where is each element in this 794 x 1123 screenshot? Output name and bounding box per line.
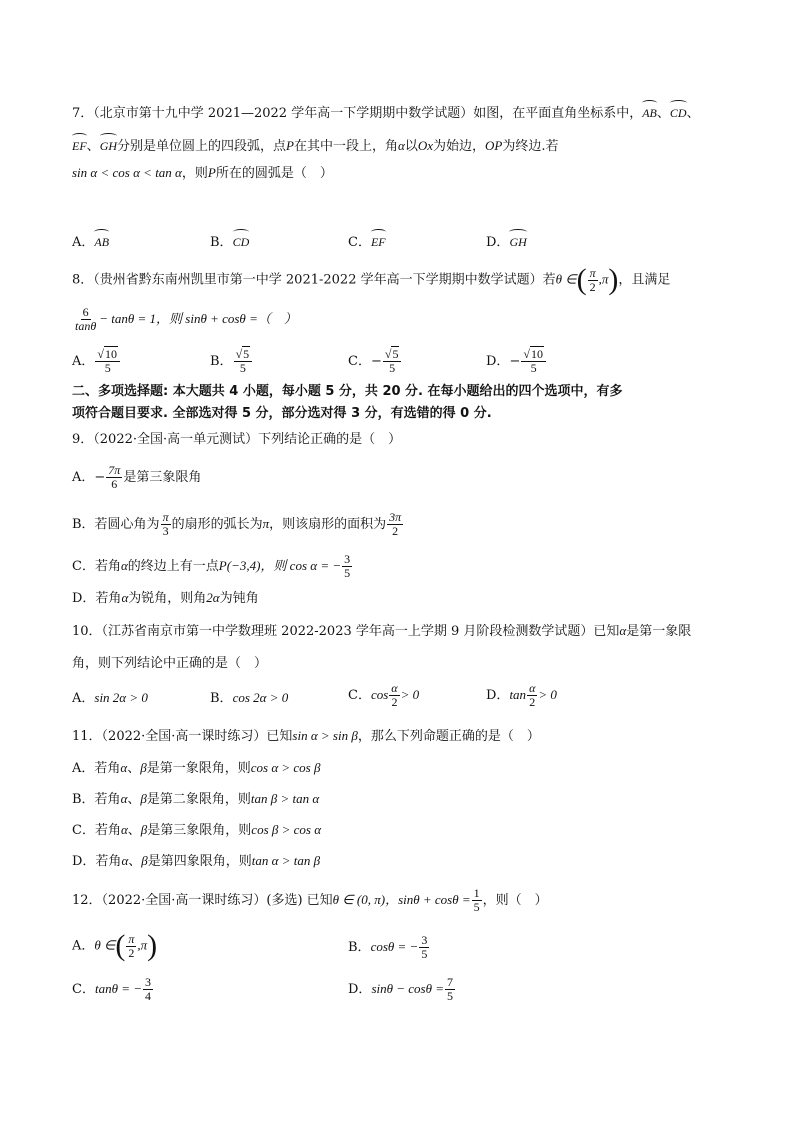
q9-d-mid: 为锐角，则角	[128, 591, 207, 606]
option-mid: 是第一象限角，则	[146, 761, 251, 776]
q10-option-c[interactable]	[348, 682, 419, 709]
option-alpha: α	[120, 822, 128, 837]
q8-option-b[interactable]: B． $\frac{√5}{5}$	[210, 348, 253, 375]
q7-option-c[interactable]	[348, 229, 386, 253]
q11-option-c[interactable]	[72, 820, 321, 841]
q8-option-c[interactable]: C．− $\frac{√5}{5}$	[348, 348, 402, 375]
q9-c-den: 5	[344, 566, 351, 580]
q7-text4: 为始边，	[433, 139, 486, 154]
option-label: D．	[486, 688, 510, 703]
option-label: A．	[72, 235, 95, 250]
arc-cd: CD	[670, 100, 687, 123]
q7-alpha: α	[398, 138, 405, 153]
option-arc: EF	[371, 229, 386, 252]
option-result: tan α > tan β	[251, 853, 321, 868]
q11-stem-cond: sin α > sin β	[292, 728, 358, 743]
q8-suffix: ，且满足	[618, 272, 671, 288]
q9-option-a[interactable]	[72, 464, 201, 491]
q7-text2: 在其中一段上，角	[294, 139, 399, 154]
q8-line2	[72, 306, 297, 333]
option-label: C．	[72, 982, 95, 997]
q12-d-den: 5	[447, 989, 454, 1003]
option-root: 10	[530, 347, 543, 361]
q7-text7: 所在的圆弧是（ ）	[215, 166, 333, 181]
q12-a-den: 2	[128, 945, 135, 960]
option-result: tan β > tan α	[250, 791, 320, 806]
q12-stem-den: 5	[473, 900, 480, 914]
option-den: 5	[239, 361, 246, 375]
option-mid: 是第二象限角，则	[146, 792, 251, 807]
q9-option-d[interactable]	[72, 588, 259, 609]
q7-text5: 为终边.若	[502, 139, 559, 154]
option-beta: β	[140, 791, 147, 806]
q7-point-p: P	[286, 138, 294, 153]
q10-line2: 角，则下列结论中正确的是（ ）	[72, 656, 268, 671]
option-den: 5	[104, 361, 111, 375]
option-label: B．若角	[72, 792, 121, 807]
option-alpha: α	[120, 760, 128, 775]
q9-c-num: 3	[344, 552, 351, 566]
option-label: B．	[210, 235, 233, 250]
q7-condition: sin α < cos α < tan α	[72, 165, 182, 180]
q8-theta: θ ∈	[555, 271, 577, 287]
option-root: 5	[392, 347, 399, 361]
option-label: A．	[72, 354, 95, 369]
q12-b-den: 5	[421, 947, 428, 961]
section2-heading-line2: 项符合题目要求. 全部选对得 5 分，部分选对得 3 分，有选错的得 0 分.	[72, 406, 492, 421]
q12-option-b[interactable]	[348, 934, 430, 961]
q9-c-mid: 的终边上有一点	[127, 559, 219, 574]
option-arc: AB	[94, 229, 109, 252]
option-beta: β	[140, 822, 148, 837]
q9-b-den2: 2	[392, 524, 399, 538]
option-root: 10	[104, 347, 117, 361]
option-sep: 、	[128, 854, 142, 869]
q9-c-point: P(−3,4)	[218, 558, 261, 573]
option-label: D．	[486, 354, 510, 369]
option-mid: 是第三象限角，则	[147, 823, 252, 838]
section2-heading-line1: 二、多项选择题: 本大题共 4 小题，每小题 5 分，共 20 分. 在每小题给出的四个选项中，有多	[72, 384, 623, 399]
q8-comma-pi: ,π	[598, 271, 609, 287]
option-label: A．	[72, 691, 95, 706]
q12-stem-num: 1	[473, 886, 480, 900]
q11-option-a[interactable]	[72, 758, 320, 779]
option-post: > 0	[400, 687, 420, 702]
q8-eq-num: 6	[82, 305, 89, 319]
option-alpha: α	[120, 791, 128, 806]
option-label: D．	[348, 982, 372, 997]
option-alpha: α	[121, 853, 129, 868]
q7-prefix: 7．（北京市第十九中学 2021—2022 学年高一下学期期中数学试题）如图，在平面直角坐标系中，	[72, 106, 643, 121]
option-root: 5	[243, 347, 250, 361]
q9-a-text: 是第三象限角	[123, 470, 202, 485]
option-arc: GH	[509, 229, 526, 252]
q12-option-a[interactable]: A．θ ∈( $\frac{\pi}{2}$ ,π)	[72, 929, 158, 962]
option-label: A．	[72, 938, 95, 954]
option-sign: −	[370, 354, 382, 369]
arc-ef: EF	[72, 133, 87, 156]
option-sign: −	[509, 354, 521, 369]
q9-c-alpha: α	[120, 558, 128, 573]
q10-text: 10．（江苏省南京市第一中学数理班 2022-2023 学年高一上学期 9 月阶段检测数学试题）已知	[72, 624, 620, 639]
q9-option-c[interactable]	[72, 553, 353, 580]
option-beta: β	[141, 853, 148, 868]
option-den: 5	[530, 361, 537, 375]
q9-b-mid: 的扇形的弧长为	[171, 517, 263, 532]
q9-a-sign: −	[94, 470, 106, 485]
q7-op: OP	[485, 138, 503, 153]
q9-option-b[interactable]	[72, 511, 404, 538]
q12-b-text: cosθ = −	[370, 939, 419, 954]
q12-option-d[interactable]	[348, 976, 456, 1003]
q7-option-a[interactable]	[72, 229, 109, 253]
q12-stem-pre: 12．（2022·全国·高一课时练习）(多选) 已知	[72, 893, 333, 908]
q12-a-num: π	[128, 931, 135, 946]
q7-point-p2: P	[207, 165, 216, 180]
option-result: cos α > cos β	[250, 760, 321, 775]
q8-option-a[interactable]: A． $\frac{√10}{5}$	[72, 348, 121, 375]
q7-line1: 7．（北京市第十九中学 2021—2022 学年高一下学期期中数学试题）如图，在平面直角坐标系中，AB、CD、	[72, 100, 700, 124]
option-sep: 、	[127, 792, 141, 807]
q12-c-den: 4	[145, 989, 151, 1003]
option-sep: 、	[127, 823, 141, 838]
q9-d-end: 为钝角	[219, 591, 259, 606]
option-label: C．若角	[72, 823, 121, 838]
option-label: D．若角	[72, 854, 122, 869]
option-text: sin 2α > 0	[94, 690, 148, 705]
option-arc: CD	[233, 229, 250, 252]
option-result: cos β > cos α	[251, 822, 322, 837]
q11-option-d[interactable]	[72, 851, 320, 872]
q11-option-b[interactable]	[72, 789, 319, 810]
q7-line2: EF、GH分别是单位圆上的四段弧，点P在其中一段上，角α以Ox为始边，OP为终边.若	[72, 133, 559, 157]
q12-a-rest: ,π	[137, 937, 148, 953]
q12-stem-cond: θ ∈ (0, π)	[332, 892, 386, 907]
q12-d-text: sinθ − cosθ =	[371, 981, 445, 996]
q12-stem-post: ，则（ ）	[482, 893, 548, 908]
q10-alpha: α	[619, 623, 627, 638]
option-post: > 0	[538, 687, 557, 702]
q10-text2: 是第一象限	[626, 624, 692, 639]
option-mid: 是第四象限角，则	[147, 854, 252, 869]
arc-ab: AB	[642, 100, 657, 123]
option-den: 2	[529, 695, 536, 709]
option-pre: tan	[509, 687, 527, 702]
q10-option-b[interactable]	[210, 688, 288, 709]
q7-option-b[interactable]	[210, 229, 249, 253]
q8-eq-den: tanθ	[75, 319, 97, 333]
q8-line1: 8．（贵州省黔东南州凯里市第一中学 2021-2022 学年高一下学期期中数学试题）若θ ∈( $\frac{\pi}{2}$ ,π)，且满足	[72, 263, 671, 296]
option-label: C．若角	[72, 559, 121, 574]
option-num: α	[529, 681, 536, 695]
q9-d-alpha: α	[121, 590, 129, 605]
q7-ox: Ox	[417, 138, 434, 153]
option-label: B．若圆心角为	[72, 517, 160, 532]
q9-b-num: π	[162, 510, 169, 524]
q10-line1	[72, 621, 691, 642]
option-label: D．	[486, 235, 510, 250]
q12-option-c[interactable]	[72, 976, 154, 1003]
q7-text6: ，则	[181, 166, 208, 181]
q12-c-num: 3	[145, 975, 151, 989]
option-num: α	[391, 681, 398, 695]
q8-prefix: 8．（贵州省黔东南州凯里市第一中学 2021-2022 学年高一下学期期中数学试题）若	[72, 272, 556, 288]
q8-two: 2	[589, 279, 596, 294]
q7-option-d[interactable]	[486, 229, 527, 253]
q9-stem: 9．（2022·全国·高一单元测试）下列结论正确的是（ ）	[72, 432, 402, 447]
q9-d-two-alpha: 2α	[206, 590, 220, 605]
option-pre: cos	[370, 687, 389, 702]
q8-eq-rest: − tanθ = 1，则 sinθ + cosθ =（ ）	[99, 311, 297, 326]
q9-b-den: 3	[162, 524, 169, 538]
option-label: D．若角	[72, 591, 122, 606]
q9-b-pi: π	[262, 516, 270, 531]
option-label: B．	[348, 940, 371, 955]
q12-stem-mid: ，sinθ + cosθ =	[385, 892, 471, 907]
arc-gh: GH	[100, 133, 117, 156]
q11-stem-post: ，那么下列命题正确的是（ ）	[357, 729, 540, 744]
option-label: B．	[210, 354, 233, 369]
q12-b-num: 3	[421, 933, 428, 947]
q10-option-d[interactable]	[486, 682, 557, 709]
option-den: 5	[389, 361, 396, 375]
q9-b-num2: 3π	[389, 510, 402, 524]
q9-a-num: 7π	[108, 463, 121, 477]
q11-stem	[72, 726, 540, 747]
q9-a-den: 6	[111, 477, 118, 491]
q12-a-theta: θ ∈	[94, 937, 116, 953]
option-label: C．	[348, 688, 371, 703]
q7-text3: 以	[404, 139, 418, 154]
q8-option-d[interactable]: D．− $\frac{√10}{5}$	[486, 348, 547, 375]
q12-d-num: 7	[447, 975, 454, 989]
option-den: 2	[391, 695, 398, 709]
q8-pi: π	[589, 265, 596, 280]
q11-stem-pre: 11．（2022·全国·高一课时练习）已知	[72, 729, 293, 744]
option-label: C．	[348, 235, 371, 250]
option-label: C．	[348, 354, 371, 369]
q9-c-mid2: ，则 cos α = −	[260, 558, 342, 573]
q12-stem	[72, 887, 548, 914]
q10-option-a[interactable]	[72, 688, 148, 709]
option-text: cos 2α > 0	[232, 690, 289, 705]
q9-b-mid2: ，则该扇形的面积为	[269, 517, 387, 532]
q7-line3	[72, 163, 333, 184]
option-label: B．	[210, 691, 233, 706]
option-label: A．若角	[72, 761, 121, 776]
q7-text: 分别是单位圆上的四段弧，点	[117, 139, 287, 154]
option-label: A．	[72, 470, 95, 485]
option-sep: 、	[127, 761, 141, 776]
option-beta: β	[140, 760, 147, 775]
q12-c-text: tanθ = −	[94, 981, 142, 996]
